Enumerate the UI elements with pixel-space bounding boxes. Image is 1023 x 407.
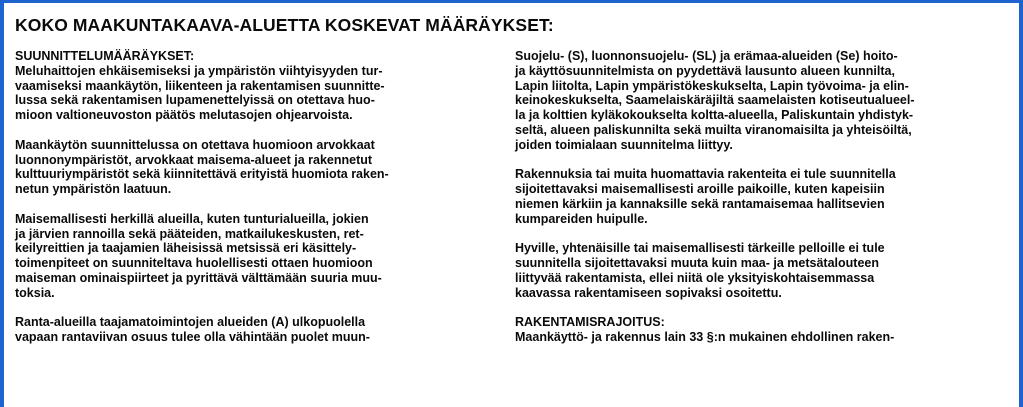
text-line: toimenpiteet on suunniteltava huolellisesti ottaen huomioon bbox=[15, 256, 373, 271]
text-line: niemen kärkiin ja kannaksille sekä rantamaisemaa hallitsevien bbox=[515, 196, 885, 211]
text-line: netun ympäristön laatuun. bbox=[15, 182, 172, 197]
text-line: keilyreittien ja taajamien läheisissä metsissä eri käsittely- bbox=[15, 241, 357, 256]
text-line: Maisemallisesti herkillä alueilla, kuten tunturialueilla, jokien bbox=[15, 211, 369, 226]
text-line: la ja kolttien kyläkokoukselta koltta-alueella, Paliskuntain yhdistyk- bbox=[515, 108, 914, 123]
document-page bbox=[4, 3, 1019, 407]
left-column bbox=[15, 49, 505, 360]
text-line: seltä, alueen paliskunnilta sekä muilta viranomaisilta ja yhteisöiltä, bbox=[515, 122, 912, 137]
paragraph bbox=[15, 49, 505, 123]
paragraph bbox=[515, 315, 1019, 345]
text-line: ja järvien rannoilla sekä pääteiden, matkailukeskusten, ret- bbox=[15, 226, 364, 241]
text-line: Hyville, yhtenäisille tai maisemallisesti tärkeille pelloille ei tule bbox=[515, 241, 885, 256]
text-line: mioon valtioneuvoston päätös melutasojen ohjearvoista. bbox=[15, 108, 353, 123]
text-line: sijoitettavaksi maisemallisesti aroille paikoille, kuten kapeisiin bbox=[515, 182, 885, 197]
text-line: Suojelu- (S), luonnonsuojelu- (SL) ja erämaa-alueiden (Se) hoito- bbox=[515, 49, 898, 63]
text-line: lussa sekä rakentamisen lupamenettelyissä on otettava huo- bbox=[15, 93, 375, 108]
text-line: Ranta-alueilla taajamatoimintojen alueiden (A) ulkopuolella bbox=[15, 315, 366, 330]
text-line: RAKENTAMISRAJOITUS: bbox=[515, 315, 665, 330]
text-line: suunnitella sijoitettavaksi muuta kuin maa- ja metsätalouteen bbox=[515, 256, 879, 271]
page-title: KOKO MAAKUNTAKAAVA-ALUETTA KOSKEVAT MÄÄRÄYKSET: bbox=[15, 15, 554, 35]
text-line: ja käyttösuunnitelmista on pyydettävä lausunto alueen kunnilta, bbox=[515, 63, 895, 78]
text-line: vapaan rantaviivan osuus tulee olla vähintään puolet muun- bbox=[15, 330, 370, 345]
text-line: SUUNNITTELUMÄÄRÄYKSET: bbox=[15, 49, 195, 63]
text-line: luonnonympäristöt, arvokkaat maisema-alueet ja rakennetut bbox=[15, 152, 373, 167]
text-line: maiseman ominaispiirteet ja pyrittävä välttämään suuria muu- bbox=[15, 270, 382, 285]
text-line: Maankäytön suunnittelussa on otettava huomioon arvokkaat bbox=[15, 137, 375, 152]
text-line: keinokeskukselta, Saamelaiskäräjiltä saamelaisten kotiseutualueel- bbox=[515, 93, 915, 108]
paragraph bbox=[15, 315, 505, 345]
paragraph bbox=[515, 49, 1019, 153]
text-line: Maankäyttö- ja rakennus lain 33 §:n mukainen ehdollinen raken- bbox=[515, 330, 895, 345]
paragraph bbox=[515, 167, 1019, 226]
text-line: toksia. bbox=[15, 285, 55, 300]
text-line: Meluhaittojen ehkäisemiseksi ja ympäristön viihtyisyyden tur- bbox=[15, 63, 383, 78]
text-line: kulttuuriympäristöt sekä kiinnitettävä erityistä huomiota raken- bbox=[15, 167, 389, 182]
text-line: Rakennuksia tai muita huomattavia rakenteita ei tule suunnitella bbox=[515, 167, 896, 182]
paragraph bbox=[515, 241, 1019, 300]
text-line: kumpareiden huipulle. bbox=[515, 211, 648, 226]
paragraph bbox=[15, 138, 505, 197]
paragraph bbox=[15, 212, 505, 301]
text-line: vaamiseksi maankäytön, liikenteen ja rakentamisen suunnitte- bbox=[15, 78, 385, 93]
text-line: liittyvää rakentamista, ellei niitä ole yksityiskohtaisemmassa bbox=[515, 270, 875, 285]
text-line: Lapin liitolta, Lapin ympäristökeskukselta, Lapin työvoima- ja elin- bbox=[515, 78, 909, 93]
right-column bbox=[515, 49, 1019, 360]
text-line: kaavassa rakentamiseen sopivaksi osoitettu. bbox=[515, 285, 782, 300]
text-line: joiden toimialaan suunnitelma liittyy. bbox=[515, 137, 733, 152]
